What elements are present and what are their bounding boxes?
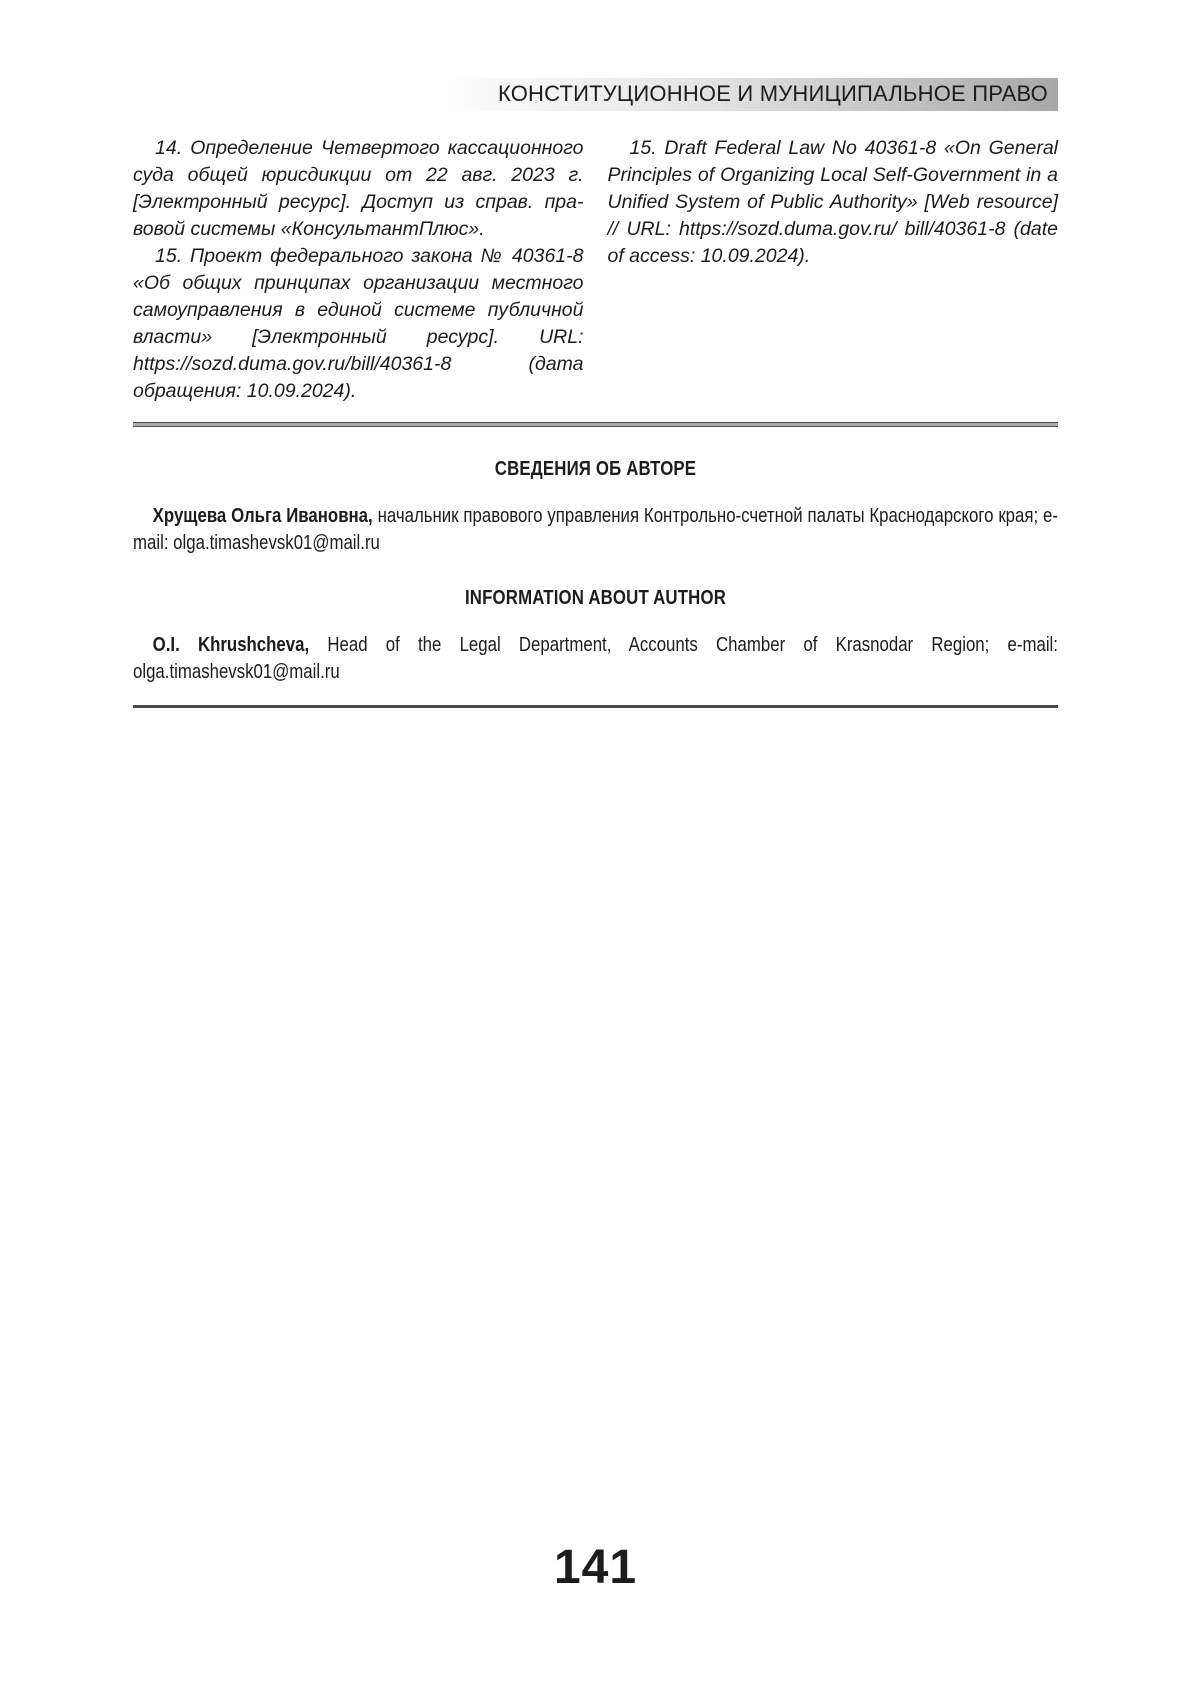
section-divider-top bbox=[133, 422, 1058, 427]
reference-item-15-en: 15. Draft Federal Law No 40361-8 «On General Principles of Organizing Local Self-Government in a Unified System of Public Authority» [Web resource] // URL: https://sozd.duma.gov.ru/ bill/40361-8 (date of access: 10.09.2024). bbox=[607, 137, 1058, 267]
running-head bbox=[133, 78, 1058, 111]
references-section bbox=[133, 135, 1058, 405]
author-info-en-heading: INFORMATION ABOUT AUTHOR bbox=[464, 586, 727, 609]
page-content bbox=[133, 0, 1058, 708]
author-details-ru: начальник правового управления Контрольно-счетной палаты Краснодарского края; e-mail: olga.timashevsk01@mail.ru bbox=[133, 504, 1058, 554]
author-block bbox=[133, 455, 1058, 685]
author-info-ru-heading: СВЕДЕНИЯ ОБ АВТОРЕ bbox=[494, 457, 697, 480]
author-name-en: O.I. Khrushcheva, bbox=[152, 633, 310, 656]
author-info-ru-paragraph bbox=[133, 502, 1058, 556]
author-details-en: Head of the Legal Department, Accounts Chamber of Krasnodar Region; e-mail: olga.timashevsk01@mail.ru bbox=[133, 633, 1058, 683]
author-name-ru: Хрущева Ольга Ивановна, bbox=[152, 504, 373, 527]
references-left-column bbox=[133, 135, 584, 405]
references-right-column bbox=[608, 135, 1059, 405]
author-info-en-paragraph bbox=[133, 631, 1058, 685]
running-head-title: КОНСТИТУЦИОННОЕ И МУНИЦИПАЛЬНОЕ ПРАВО bbox=[438, 78, 1058, 111]
reference-item-15-ru: 15. Проект федерального закона № 40361-8 «Об общих принципах организации местного самоуправления в единой системе публичной власти» [Электронный ресурс]. URL: https://sozd.duma.gov.ru/bill/40361-8 (дата обращения: 10.09.2024). bbox=[133, 245, 584, 402]
section-divider-bottom bbox=[133, 705, 1058, 708]
reference-item-14-ru: 14. Определение Четвертого кассационного суда общей юрисдикции от 22 авг. 2023 г. [Электронный ресурс]. Доступ из справ. правовой системы «КонсультантПлюс». bbox=[133, 137, 584, 240]
page-number: 141 bbox=[553, 1541, 638, 1594]
